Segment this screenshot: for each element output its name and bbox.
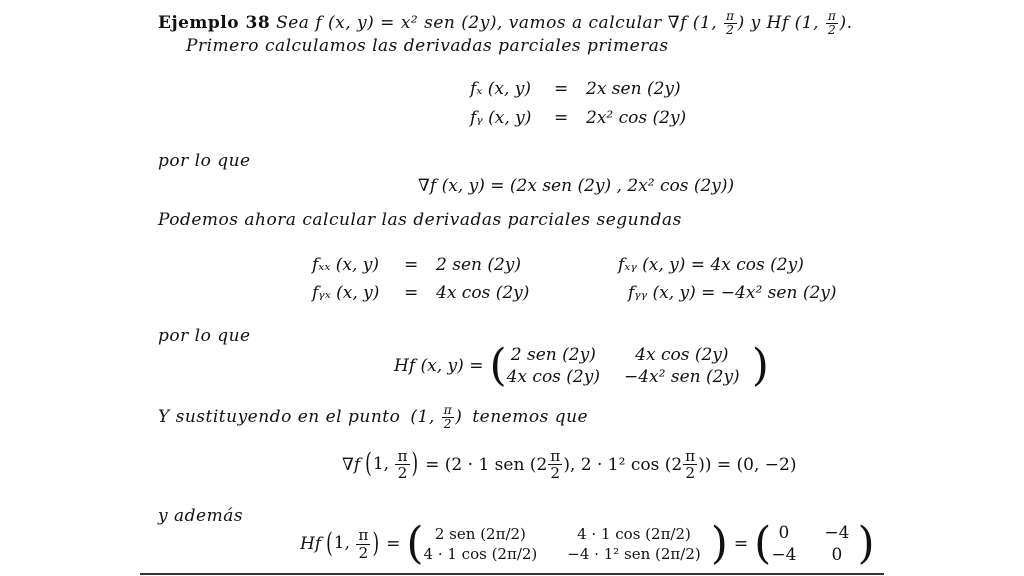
matrix-cell: 4 · 1 cos (2π/2) [423, 545, 538, 563]
hess-point-paren: (1, $\frac{\pi}{2}$ ). [794, 9, 853, 37]
fyx-rhs: 4x cos (2y) [436, 283, 530, 303]
fx-rhs: 2x sen (2y) [586, 79, 681, 99]
right-paren: ) [710, 518, 728, 569]
intro-first-partials: Primero calculamos las derivadas parciales primeras [186, 36, 669, 56]
example-conjunction: y Hf [750, 12, 795, 33]
fx-eq: = [554, 79, 569, 99]
hessian-point: Hf (1, $\frac{\pi}{2}$ ) = ( 2 sen (2π/2) 4 · 1 cos (2π/2) 4 · 1 cos (2π/2) −4 · 1² sen (2π/2) ) = ( 0 −4 −4 0 ) [300, 518, 875, 569]
fxx-rhs: 2 sen (2y) [436, 255, 522, 275]
left-paren: ( [406, 518, 424, 569]
substitute-text-a: Y sustituyendo en el punto [158, 407, 401, 428]
fy-eq: = [554, 108, 569, 128]
por-lo-que-1: por lo que [158, 151, 251, 171]
fyx-lhs: fᵧₓ (x, y) [312, 283, 380, 303]
fy-rhs: 2x² cos (2y) [586, 108, 687, 128]
fyx-eq: = [404, 283, 419, 303]
matrix-cell: −4 [824, 523, 850, 543]
substitute-text-b: tenemos que [472, 407, 589, 428]
right-paren: ) [857, 518, 875, 569]
intro-second-partials: Podemos ahora calcular las derivadas parciales segundas [158, 210, 682, 230]
gradient-point-mid-b: ), 2 · 1² cos (2 [563, 454, 683, 475]
matrix-cell: 4 · 1 cos (2π/2) [577, 525, 691, 543]
bottom-rule [140, 573, 884, 575]
hessian-general-lhs: Hf (x, y) = [394, 356, 484, 376]
matrix-cell: 4x cos (2y) [635, 345, 729, 365]
example-statement: Sea f (x, y) = x² sen (2y), vamos a calcular ∇f [276, 12, 687, 33]
fyy-expr: fᵧᵧ (x, y) = −4x² sen (2y) [628, 283, 837, 303]
hessian-result-matrix [771, 523, 849, 565]
matrix-cell: 0 [778, 523, 790, 543]
hessian-general [394, 340, 769, 391]
matrix-cell: 4x cos (2y) [506, 367, 600, 387]
fx-lhs: fₓ (x, y) [470, 79, 531, 99]
matrix-cell: −4 [771, 545, 797, 565]
matrix-cell: −4x² sen (2y) [624, 367, 740, 387]
fxx-lhs: fₓₓ (x, y) [312, 255, 380, 275]
matrix-cell: 2 sen (2π/2) [434, 525, 526, 543]
hessian-point-matrix [424, 525, 701, 563]
hessian-general-matrix [507, 345, 740, 387]
matrix-cell: 0 [831, 545, 843, 565]
fxy-expr: fₓᵧ (x, y) = 4x cos (2y) [618, 255, 804, 275]
left-paren: ( [754, 518, 772, 569]
substitute-sentence [158, 404, 588, 431]
hessian-point-eq1: = [386, 534, 401, 554]
right-paren: ) [751, 340, 769, 391]
fxx-eq: = [404, 255, 419, 275]
y-ademas: y además [158, 506, 244, 526]
example-header [158, 10, 853, 37]
gradient-general: ∇f (x, y) = (2x sen (2y) , 2x² cos (2y)) [418, 176, 735, 196]
left-paren: ( [489, 340, 507, 391]
por-lo-que-2: por lo que [158, 326, 251, 346]
point-one-pi-half: (1, $\frac{\pi}{2}$ ) [410, 403, 463, 431]
hessian-point-lhs: Hf [300, 534, 322, 554]
matrix-cell: −4 · 1² sen (2π/2) [567, 545, 701, 563]
gradient-point: ∇f (1, $\frac{\pi}{2}$ ) = (2 · 1 sen (2 $\frac{\pi}{2}$ ), 2 · 1² cos (2 $\frac{\pi}{2}$ )) = (0, −2) [342, 447, 797, 483]
fy-lhs: fᵧ (x, y) [470, 108, 532, 128]
gradient-point-lhs: ∇f [342, 454, 361, 475]
gradient-point-result: )) = (0, −2) [698, 454, 797, 475]
example-label: Ejemplo 38 [158, 12, 271, 33]
grad-point-paren: (1, $\frac{\pi}{2}$ ) [692, 9, 745, 37]
gradient-point-mid-a: = (2 · 1 sen (2 [425, 454, 548, 475]
matrix-cell: 2 sen (2y) [510, 345, 596, 365]
hessian-point-eq2: = [733, 534, 749, 554]
